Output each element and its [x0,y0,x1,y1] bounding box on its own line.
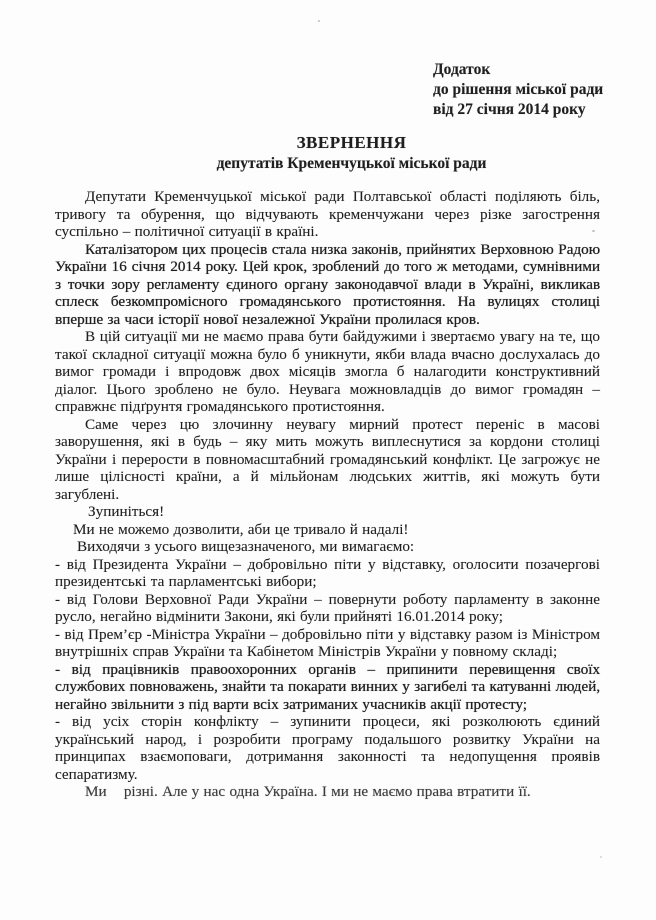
paragraph-1: Депутати Кременчуцької міської ради Полтавської області поділяють біль, тривогу та обурення, що відчувають кременчужани через різке загострення суспільно – політичної ситуації в країні. [55,188,600,240]
demand-item-law-enforcement: - від працівників правоохоронних органів – припинити перевищення своїх службових повноважень, знайти та покарати винних у загибелі та катуванні людей, негайно звільнити з під варти всіх затриманих учасників акції протесту; [55,660,600,713]
document-subtitle: депутатів Кременчуцької міської ради [216,155,487,172]
scan-speck [600,856,602,858]
demand-item-president: - від Президента України – добровільно піти у відставку, оголосити позачергові президентські та парламентські вибори; [55,555,600,590]
paragraph-3: В цій ситуації ми не маємо права бути байдужими і звертаємо увагу на те, що такої складної ситуації можна було б уникнути, якби влада вчасно дослухалась до вимог громади і впродовж двох місяців змогла б налагодити конструктивний діалог. Цього зроблено не було. Неувага можновладців до вимог громадян – справжнє підґрунтя громадянського протистояння. [55,328,600,415]
annex-line-2: до рішення міської ради [433,81,604,98]
demand-item-parliament-head: - від Голови Верховної Ради України – повернути роботу парламенту в законне русло, негайно відмінити Закони, які були прийняті 16.01.2014 року; [55,590,600,625]
closing-statement: Ми різні. Але у нас одна Україна. І ми не маємо права втратити її. [85,783,531,800]
demand-item-prime-minister: - від Прем’єр -Міністра України – добровільно піти у відставку разом із Міністром внутрішніх справ України та Кабінетом Міністрів України у повному складі; [55,625,600,660]
document-body [55,188,600,801]
exclamation-stop: Зупиніться! [88,503,165,520]
demands-intro: Виходячи з усього вищезазначеного, ми вимагаємо: [77,538,415,555]
paragraph-4: Саме через цю злочинну неувагу мирний протест переніс в масові заворушення, які в будь – яку мить можуть виплеснутися за кордони столиці України і перерости в повномасштабний громадянський конфлікт. Це загрожує не лише цілісності країни, а й мільйонам людських життів, які можуть бути загублені. [55,415,600,503]
document-title: ЗВЕРНЕННЯ [296,133,407,152]
annex-line-3: від 27 січня 2014 року [433,101,586,118]
paragraph-2: Каталізатором цих процесів стала низка законів, прийнятих Верховною Радою України 16 січня 2014 року. Цей крок, зроблений до того ж методами, сумнівними з точки зору регламенту єдиного органу законодавчої влади в Україні, викликав сплеск безкомпромісного громадянського протистояння. На вулицях столиці вперше за часи історії нової незалежної України пролилася кров. [55,240,600,328]
annex-line-1: Додаток [433,61,491,78]
exclamation-cannot-allow: Ми не можемо дозволити, аби це тривало й надалі! [73,520,409,538]
scan-speck [318,20,320,22]
demand-item-all-sides: - від усіх сторін конфлікту – зупинити процеси, які розколюють єдиний український народ, і розробити програму подальшого розвитку України на принципах взаємоповаги, дотримання законності та недопущення проявів сепаратизму. [55,713,600,783]
heading-block [55,133,600,173]
annex-note [433,60,603,120]
